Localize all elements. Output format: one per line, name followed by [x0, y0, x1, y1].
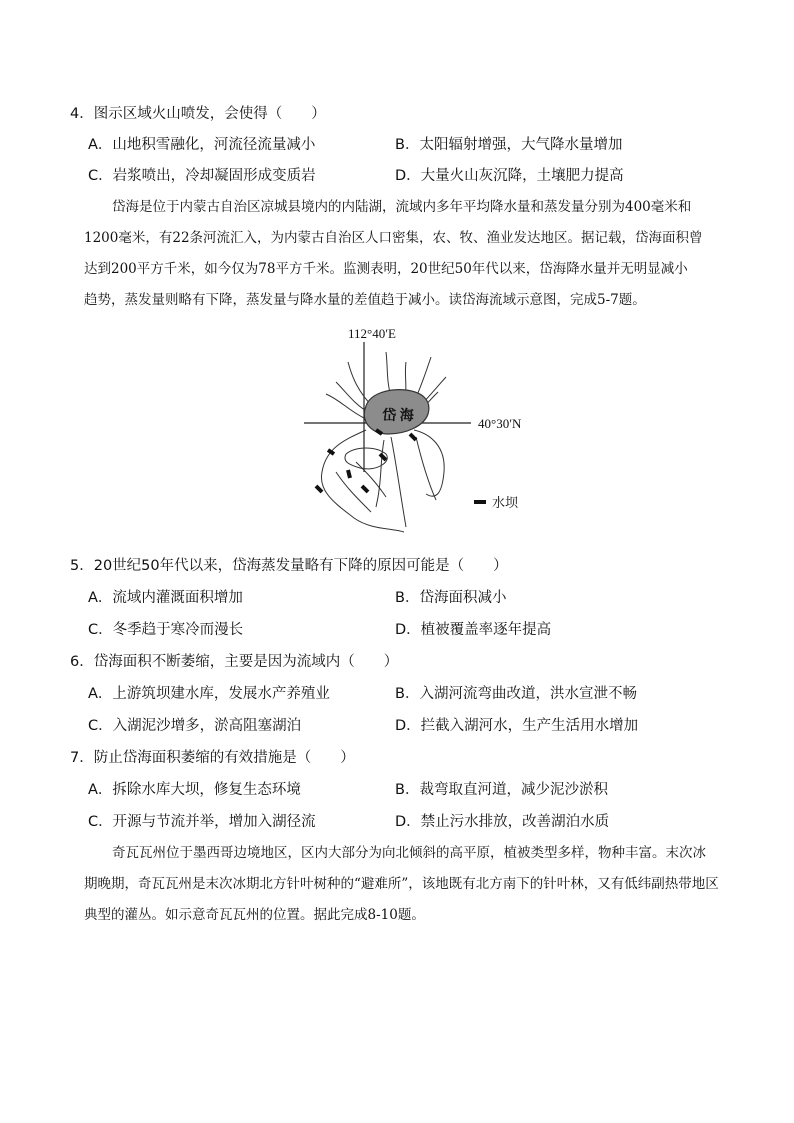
question-4-option-c: C．岩浆喷出，冷却凝固形成变质岩	[88, 168, 316, 184]
dam-markers	[316, 430, 416, 492]
river-network	[326, 352, 446, 527]
question-7-option-c: C．开源与节流并举，增加入湖径流	[88, 814, 316, 830]
passage-line: 1200毫米，有22条河流汇入，为内蒙古自治区人口密集，农、牧、渔业发达地区。据记载，岱海面积曾	[84, 230, 703, 246]
question-6-option-c: C．入湖泥沙增多，淤高阻塞湖泊	[88, 718, 302, 734]
question-7-option-b: B．裁弯取直河道，减少泥沙淤积	[395, 782, 608, 798]
question-5-option-a: A．流域内灌溉面积增加	[88, 590, 243, 606]
dam-marker	[380, 454, 386, 460]
latitude-label: 40°30′N	[478, 416, 522, 431]
passage-line: 达到200平方千米，如今仅为78平方千米。监测表明，20世纪50年代以来，岱海降水量并无明显减小	[84, 261, 688, 277]
question-6-option-d: D．拦截入湖河水，生产生活用水增加	[395, 718, 639, 734]
question-5-option-b: B．岱海面积减小	[395, 590, 507, 606]
daihai-basin-map	[296, 322, 536, 544]
dam-marker	[328, 450, 334, 454]
question-5-option-c: C．冬季趋于寒冷而漫长	[88, 622, 244, 638]
longitude-label: 112°40′E	[347, 326, 397, 341]
dam-marker	[362, 486, 368, 492]
basin-boundary	[414, 430, 444, 496]
dam-marker	[410, 434, 416, 440]
question-4-option-a: A．山地积雪融化，河流径流量减小	[88, 137, 316, 153]
question-7-option-a: A．拆除水库大坝，修复生态环境	[88, 782, 301, 798]
reservoir-outline	[345, 448, 387, 469]
question-7-option-d: D．禁止污水排放，改善湖泊水质	[395, 814, 610, 830]
passage-line: 岱海是位于内蒙古自治区凉城县境内的内陆湖，流域内多年平均降水量和蒸发量分别为400毫米和	[112, 199, 692, 215]
passage-line: 期晚期，奇瓦瓦州是末次冰期北方针叶树种的“避难所”，该地既有北方南下的针叶林，又有低纬副热带地区	[84, 876, 719, 892]
passage-line: 奇瓦瓦州位于墨西哥边境地区，区内大部分为向北倾斜的高平原，植被类型多样，物种丰富。末次冰	[112, 845, 706, 861]
question-5-stem: 5．20世纪50年代以来，岱海蒸发量略有下降的原因可能是（ ）	[70, 558, 508, 574]
legend-dam-label: 水坝	[492, 495, 519, 510]
dam-marker	[316, 486, 322, 492]
lake-label: 岱 海	[382, 409, 414, 424]
question-4-stem: 4．图示区域火山喷发，会使得（ ）	[70, 106, 326, 122]
question-6-stem: 6．岱海面积不断萎缩，主要是因为流域内（ ）	[70, 654, 399, 670]
dam-marker	[348, 470, 350, 478]
chihuahua-passage	[84, 838, 724, 931]
passage-line: 典型的灌丛。如示意奇瓦瓦州的位置。据此完成8-10题。	[84, 907, 425, 923]
daihai-passage	[84, 192, 724, 316]
question-7-stem: 7．防止岱海面积萎缩的有效措施是（ ）	[70, 750, 355, 766]
question-4-option-b: B．太阳辐射增强，大气降水量增加	[395, 137, 623, 153]
question-6-option-b: B．入湖河流弯曲改道，洪水宣泄不畅	[395, 686, 637, 702]
question-4-option-d: D．大量火山灰沉降，土壤肥力提高	[395, 168, 624, 184]
question-6-option-a: A．上游筑坝建水库，发展水产养殖业	[88, 686, 330, 702]
passage-line: 趋势，蒸发量则略有下降，蒸发量与降水量的差值趋于减小。读岱海流域示意图，完成5-7题。	[84, 292, 646, 308]
basin-boundary	[321, 430, 404, 532]
question-5-option-d: D．植被覆盖率逐年提高	[395, 622, 552, 638]
